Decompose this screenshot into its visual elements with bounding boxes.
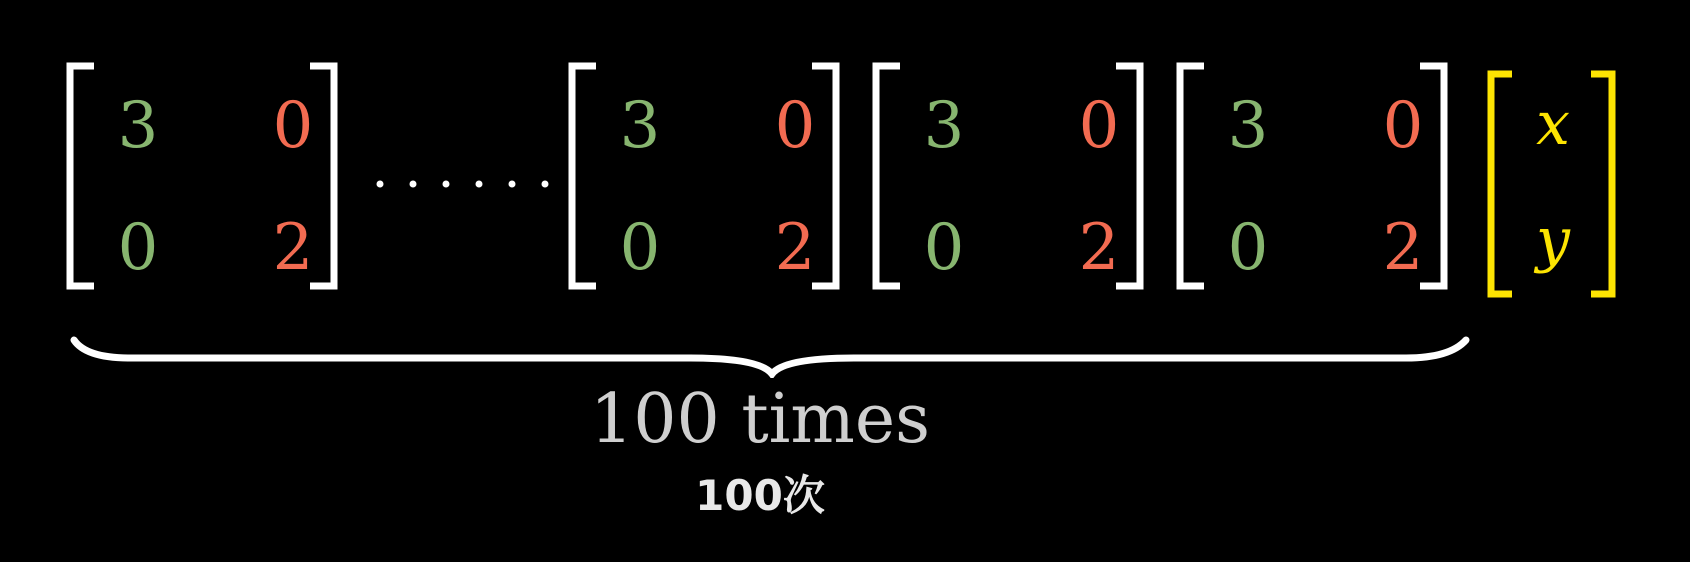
matrix-4 bbox=[1176, 64, 1476, 312]
matrix-2-cell-1-2: 0 bbox=[774, 89, 816, 163]
matrix-3-cell-2-1: 0 bbox=[923, 211, 965, 285]
repetition-subtitle: 100次 bbox=[695, 471, 825, 520]
matrix-1 bbox=[66, 64, 366, 312]
matrix-1-cell-2-2: 2 bbox=[272, 211, 314, 285]
input-vector bbox=[1488, 72, 1618, 298]
matrix-4-cell-2-1: 0 bbox=[1227, 211, 1269, 285]
matrix-2-cell-2-1: 0 bbox=[619, 211, 661, 285]
repetition-label: 100 times bbox=[589, 380, 931, 459]
vector-x-component: x bbox=[1536, 89, 1570, 159]
matrix-3-cell-1-1: 3 bbox=[923, 89, 965, 163]
matrix-2 bbox=[568, 64, 868, 312]
matrix-3-cell-2-2: 2 bbox=[1078, 211, 1120, 285]
matrix-1-cell-2-1: 0 bbox=[117, 211, 159, 285]
matrix-4-cell-2-2: 2 bbox=[1382, 211, 1424, 285]
vector-y-component: y bbox=[1536, 205, 1570, 275]
matrix-2-cell-1-1: 3 bbox=[619, 89, 661, 163]
matrix-3-cell-1-2: 0 bbox=[1078, 89, 1120, 163]
matrix-1-cell-1-2: 0 bbox=[272, 89, 314, 163]
ellipsis-dots bbox=[372, 178, 572, 198]
matrix-2-cell-2-2: 2 bbox=[774, 211, 816, 285]
matrix-4-cell-1-2: 0 bbox=[1382, 89, 1424, 163]
matrix-3 bbox=[872, 64, 1172, 312]
matrix-1-cell-1-1: 3 bbox=[117, 89, 159, 163]
matrix-4-cell-1-1: 3 bbox=[1227, 89, 1269, 163]
underbrace bbox=[70, 328, 1470, 378]
